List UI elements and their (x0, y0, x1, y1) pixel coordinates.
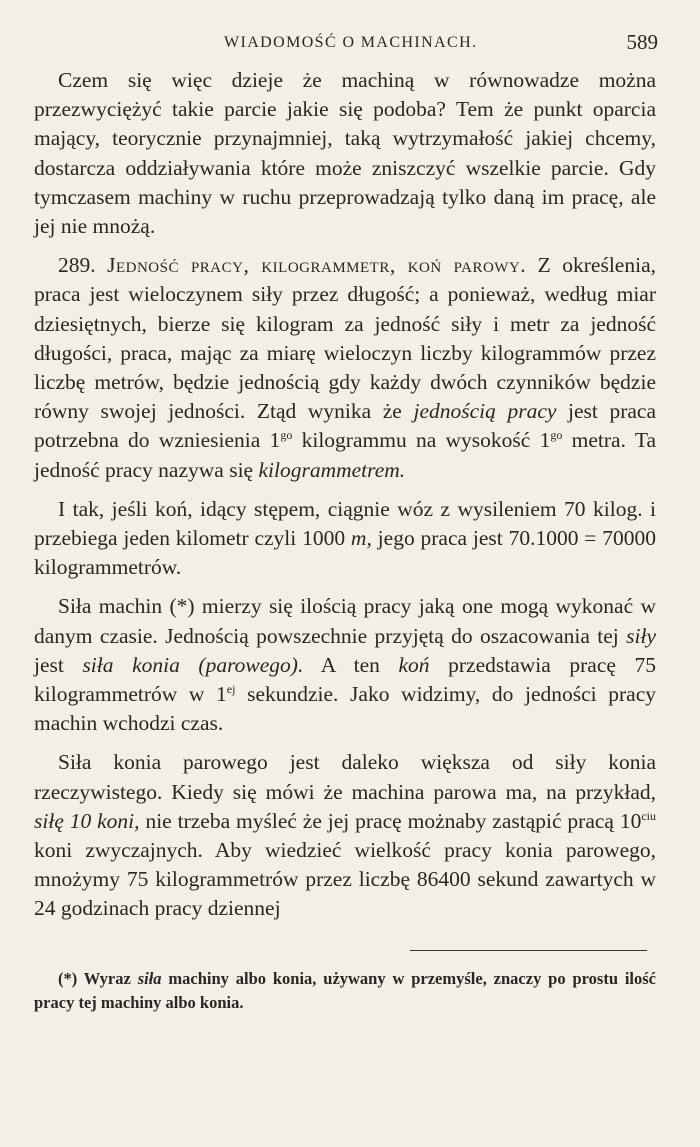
steam-horse-italic-a: siłę 10 koni, (34, 808, 140, 833)
superscript-go-1: go (280, 428, 293, 443)
footnote-rule (410, 950, 647, 951)
paragraph-289 (34, 251, 656, 485)
footnote-italic-a: siła (137, 968, 162, 988)
paragraph-289-text-a: Z określenia, praca jest wieloczynem siły przez długość; a ponieważ, według miar dziesiętnych, bierze się kilogram za jedność siły i metr za jedność długości, praca, mając za miarę wieloczyn liczby kilogrammów przez liczbę metrów, będzie jednością gdy każdy dwóch czynników będzie równy swojej jedności. Ztąd wynika że (34, 253, 656, 424)
superscript-go-2: go (550, 428, 563, 443)
machine-power-text-a: Siła machin (*) mierzy się ilością pracy jaką one mogą wykonać w danym czasie. Jednością powszechnie przyjętą do oszacowania tej (34, 594, 656, 648)
paragraph-machine-power (34, 592, 656, 738)
machine-power-italic-a: siły (626, 623, 656, 648)
paragraph-289-italic-a: jednością pracy (413, 399, 557, 424)
footnote (34, 967, 656, 1015)
steam-horse-text-c: koni zwyczajnych. Aby wiedzieć wielkość pracy konia parowego, mnożymy 75 kilogrammetrów przez liczbę 86400 sekund zawartych w 24 godzinach pracy dziennej (34, 838, 656, 921)
machine-power-text-c: A ten (320, 652, 380, 677)
machine-power-text-e: sekundzie. Jako widzimy, do jedności pracy machin wchodzi czas. (34, 682, 656, 736)
horse-example-text-a: I tak, jeśli koń, idący stępem, ciągnie wóz z wysileniem 70 kilog. i przebiega jeden kilometr czyli 1000 (34, 496, 656, 551)
machine-power-text-b: jest (34, 652, 64, 677)
machine-power-italic-b: siła konia (parowego). (82, 652, 304, 677)
steam-horse-text-b: nie trzeba myśleć że jej pracę możnaby zastąpić pracą 10 (145, 808, 642, 833)
page-body (34, 66, 656, 924)
paragraph-289-text-c: kilogrammu na wysokość 1 (301, 428, 551, 453)
superscript-ej: ej (226, 681, 236, 696)
paragraph-289-italic-b: kilogrammetrem. (258, 457, 406, 482)
paragraph-289-text-d: metra. Ta jedność pracy nazywa się (34, 428, 657, 482)
paragraph-intro-text: Czem się więc dzieje że machiną w równowadze można przezwyciężyć takie parcie jakie się podoba? Tem że punkt oparcia mający, teorycznie przynajmniej, taką wytrzymałość jakiej chcemy, dostarcza oddziaływania które może zniszczyć wszelkie parcie. Gdy tymczasem machiny w ruchu przeprowadzają tylko daną im pracę, ale jej nie mnożą. (34, 68, 656, 239)
running-head: WIADOMOŚĆ O MACHINACH. (224, 34, 478, 51)
steam-horse-text-a: Siła konia parowego jest daleko większa od siły konia rzeczywistego. Kiedy się mówi że machina parowa ma, na przykład, (34, 750, 656, 804)
machine-power-text-d: przedstawia pracę 75 kilogrammetrów w 1 (34, 652, 656, 707)
footnote-text-b: machiny albo konia, używany w przemyśle, znaczy po prostu ilość pracy tej machiny albo konia. (34, 968, 657, 1012)
horse-example-italic-a: m, (350, 526, 372, 551)
section-number: 289. (58, 253, 96, 278)
page-header (34, 30, 656, 58)
superscript-ciu: ciu (641, 808, 657, 823)
horse-example-text-b: jego praca jest 70.1000 = 70000 kilogrammetrów. (34, 526, 657, 580)
footnote-text-a: (*) Wyraz (58, 968, 131, 988)
machine-power-italic-c: koń (398, 652, 430, 677)
paragraph-intro (34, 66, 656, 241)
section-heading: Jedność pracy, kilogrammetr, koń parowy. (107, 253, 527, 278)
paragraph-289-text-b: jest praca potrzebna do wzniesienia 1 (34, 399, 657, 453)
page-number: 589 (626, 30, 658, 54)
paragraph-horse-example (34, 495, 656, 583)
paragraph-steam-horse (34, 748, 656, 923)
